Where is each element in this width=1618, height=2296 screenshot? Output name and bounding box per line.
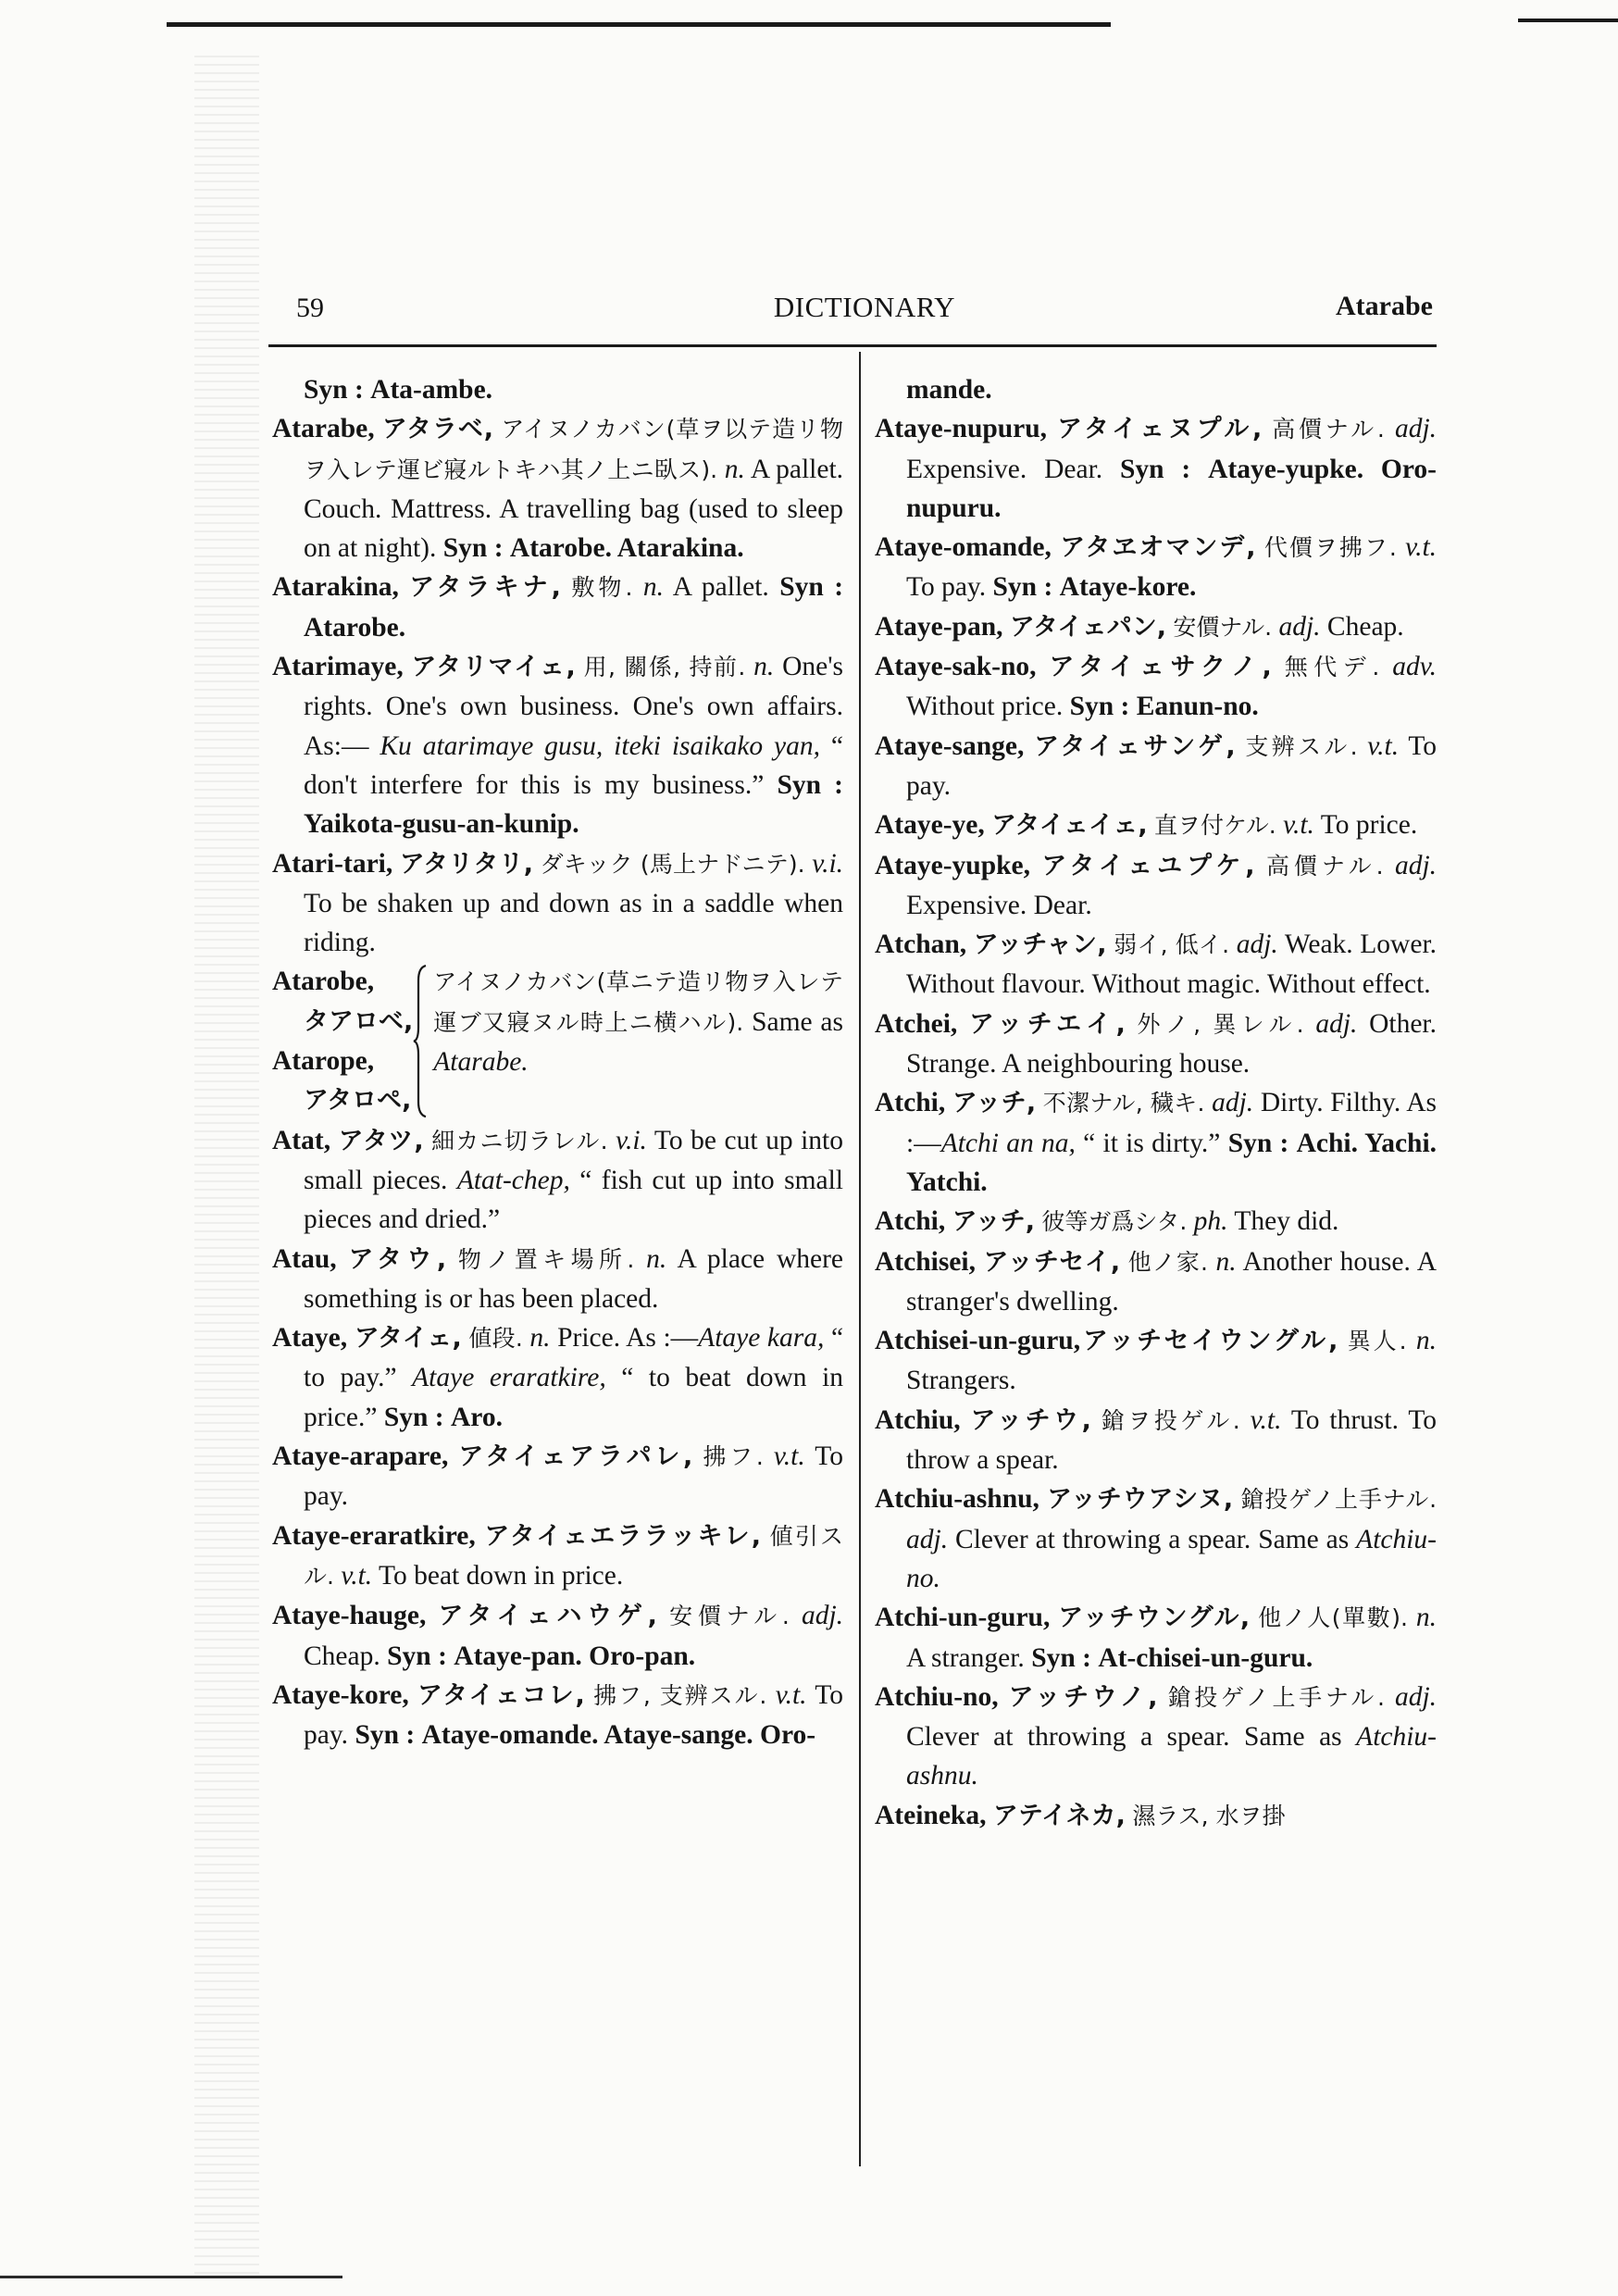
bottom-rule <box>0 2276 342 2278</box>
guide-word: Atarabe <box>1336 291 1433 321</box>
entry-ataye-sange: Ataye-sange, アタイェサンゲ, 支辨スル. v.t. To pay. <box>875 730 1438 801</box>
headword: Ataye-eraratkire, <box>272 1520 476 1551</box>
grouped-headwords: Atarobe, タアロベ, Atarope, アタロペ, <box>272 967 414 1116</box>
top-rule-left <box>167 22 1111 27</box>
right-column <box>875 370 1437 1836</box>
headword: Atchiu, <box>875 1404 961 1435</box>
entry-ataye-omande: Ataye-omande, アタヱオマンデ, 代價ヲ拂フ. v.t. To pay. Syn : Ataye-kore. <box>875 532 1438 603</box>
headword: Ataye-hauge, <box>272 1601 427 1631</box>
entry-ataye-pan: Ataye-pan, アタイェパン, 安價ナル. adj. Cheap. <box>875 611 1404 642</box>
entry-ataye: Ataye, アタイェ, 値段. n. Price. As :—Ataye kara, “ to pay.” Ataye eraratkire, “ to beat down in price.” Syn : Aro. <box>272 1323 844 1432</box>
headword: Atchei, <box>875 1008 958 1039</box>
page-number: 59 <box>296 293 324 323</box>
headword: Ataye-yupke, <box>875 850 1030 880</box>
entry-ataye-arapare: Ataye-arapare, アタイェアラパレ, 拂フ. v.t. To pay. <box>272 1441 844 1512</box>
entry-atchi-they-did: Atchi, アッチ, 彼等ガ爲シタ. ph. They did. <box>875 1206 1339 1237</box>
entry-ataye-hauge: Ataye-hauge, アタイェハウゲ, 安價ナル. adj. Cheap. Syn : Ataye-pan. Oro-pan. <box>272 1601 844 1671</box>
headword: Ataye, <box>272 1323 348 1354</box>
entry-atarabe: Atarabe, アタラベ, アイヌノカバン(草ヲ以テ造リ物ヲ入レテ運ビ寢ルトキハ其ノ上ニ臥ス). n. A pallet. Couch. Mattress. A travelling bag (used to sleep on at night). Syn : Atarobe. Atarakina. <box>272 414 844 564</box>
entry-atchisei: Atchisei, アッチセイ, 他ノ家. n. Another house. A stranger's dwelling. <box>875 1246 1437 1316</box>
headword: Ataye-kore, <box>272 1679 409 1710</box>
headword: Ataye-sak-no, <box>875 652 1037 682</box>
entry-atarobe-group <box>272 962 843 1120</box>
headword: Atat, <box>272 1125 331 1155</box>
headword: Ataye-ye, <box>875 810 985 841</box>
entry-atchiu: Atchiu, アッチウ, 鎗ヲ投ゲル. v.t. To thrust. To throw a spear. <box>875 1404 1438 1476</box>
headword: Atchisei-un-guru, <box>875 1326 1081 1356</box>
brace-symbol <box>413 962 433 1120</box>
entry-atchan: Atchan, アッチャン, 弱イ, 低イ. adj. Weak. Lower. Without flavour. Without magic. Without effect. <box>875 930 1438 1000</box>
headword: Atchiu-ashnu, <box>875 1484 1039 1515</box>
headword: Atchi, <box>875 1206 946 1237</box>
headword: Ataye-arapare, <box>272 1441 449 1472</box>
headword: Atau, <box>272 1243 337 1274</box>
top-rule-right <box>1518 19 1618 22</box>
entry-atat: Atat, アタツ, 細カニ切ラレル. v.i. To be cut up into small pieces. Atat-chep, “ fish cut up into small pieces and dried.” <box>272 1125 844 1235</box>
headword: Atchi, <box>875 1088 946 1118</box>
entry-ateineka: Ateineka, アテイネカ, 濕ラス, 水ヲ掛 <box>875 1800 1286 1830</box>
headword: Atchiu-no, <box>875 1681 999 1712</box>
entry-atarakina: Atarakina, アタラキナ, 敷物. n. A pallet. Syn : Atarobe. <box>272 572 844 643</box>
headword: Ataye-omande, <box>875 532 1052 563</box>
entry-atchi-dirty: Atchi, アッチ, 不潔ナル, 穢キ. adj. Dirty. Filthy. As :—Atchi an na, “ it is dirty.” Syn : Achi. Yachi. Yatchi. <box>875 1088 1438 1197</box>
entry-ataye-kore: Ataye-kore, アタイェコレ, 拂フ, 支辨スル. v.t. To pay. Syn : Ataye-omande. Ataye-sange. Oro- <box>272 1679 844 1751</box>
entry-continuation: Syn : Ata-ambe. <box>304 375 493 405</box>
headword: Atchisei, <box>875 1246 976 1277</box>
grouped-definition: アイヌノカバン(草ニテ造リ物ヲ入レテ運ブ又寢ヌル時上ニ横ハル). Same as Atarabe. <box>433 968 844 1078</box>
entry-ataye-eraratkire: Ataye-eraratkire, アタイェエララッキレ, 値引スル. v.t. To beat down in price. <box>272 1520 844 1591</box>
headword: Ateineka, <box>875 1800 987 1830</box>
entry-ataye-sak-no: Ataye-sak-no, アタイェサクノ, 無代デ. adv. Without price. Syn : Eanun-no. <box>875 652 1437 722</box>
page-edge-speckle <box>194 56 259 2277</box>
entry-ataye-yupke: Ataye-yupke, アタイェユプケ, 高價ナル. adj. Expensive. Dear. <box>875 850 1438 920</box>
entry-atchei: Atchei, アッチエイ, 外ノ, 異レル. adj. Other. Strange. A neighbouring house. <box>875 1008 1437 1079</box>
page-header <box>296 289 1433 335</box>
headword: Atarakina, <box>272 572 399 603</box>
entry-ataye-ye: Ataye-ye, アタイェイェ, 直ヲ付ケル. v.t. To price. <box>875 810 1418 841</box>
entry-ataye-nupuru: Ataye-nupuru, アタイェヌプル, 高價ナル. adj. Expensive. Dear. Syn : Ataye-yupke. Oro-nupuru. <box>875 414 1438 523</box>
entry-atchiu-no: Atchiu-no, アッチウノ, 鎗投ゲノ上手ナル. adj. Clever at throwing a spear. Same as Atchiu-ashnu. <box>875 1681 1438 1791</box>
header-rule <box>268 344 1437 347</box>
headword: Atarimaye, <box>272 652 404 682</box>
headword: Ataye-nupuru, <box>875 414 1048 444</box>
headword: Atchan, <box>875 930 967 960</box>
left-column <box>272 370 843 1754</box>
headword: Ataye-pan, <box>875 611 1003 642</box>
entry-atarimaye: Atarimaye, アタリマイェ, 用, 關係, 持前. n. One's rights. One's own business. One's own affairs. As:— Ku atarimaye gusu, iteki isaikako yan, “ don't interfere for this is my business.” Syn : Yaikota-gusu-an-kunip. <box>272 652 844 840</box>
entry-atau: Atau, アタウ, 物ノ置キ場所. n. A place where something is or has been placed. <box>272 1243 844 1314</box>
entry-atchisei-un-guru: Atchisei-un-guru,アッチセイウングル, 異人. n. Strangers. <box>875 1326 1438 1396</box>
entry-continuation: mande. <box>906 375 992 405</box>
column-divider <box>859 352 861 2166</box>
headword: Atarabe, <box>272 414 375 444</box>
headword: Atchi-un-guru, <box>875 1603 1051 1633</box>
entry-atchiu-ashnu: Atchiu-ashnu, アッチウアシヌ, 鎗投ゲノ上手ナル. adj. Clever at throwing a spear. Same as Atchiu-no. <box>875 1484 1438 1593</box>
headword: Atari-tari, <box>272 848 393 879</box>
entry-atari-tari: Atari-tari, アタリタリ, ダキック (馬上ナドニテ). v.i. To be shaken up and down as in a saddle when riding. <box>272 848 844 958</box>
entry-atchi-un-guru: Atchi-un-guru, アッチウングル, 他ノ人(單數). n. A stranger. Syn : At-chisei-un-guru. <box>875 1603 1437 1673</box>
headword: Ataye-sange, <box>875 730 1025 761</box>
running-title: DICTIONARY <box>773 291 956 323</box>
